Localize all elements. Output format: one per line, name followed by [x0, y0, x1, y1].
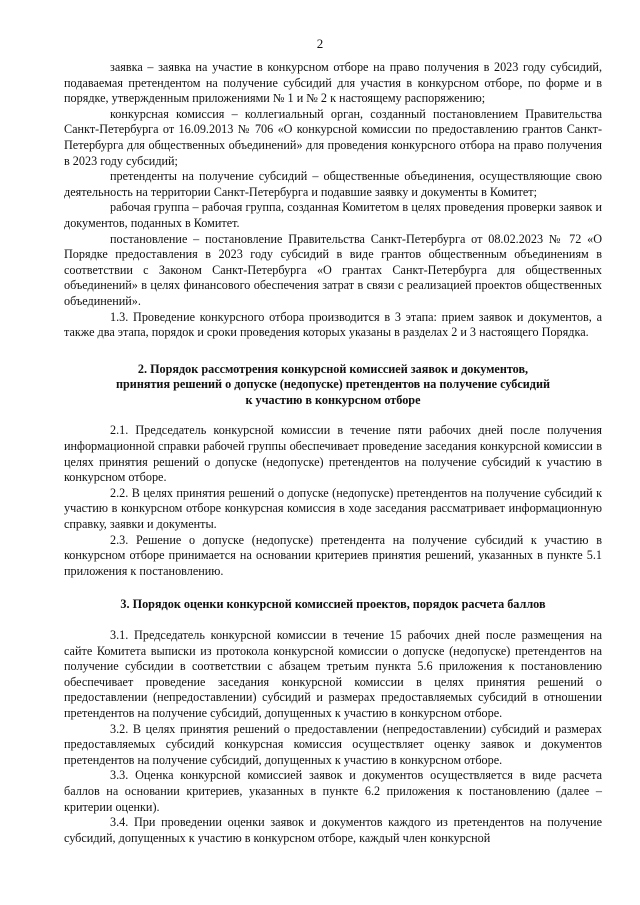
section-2-heading-line-1: 2. Порядок рассмотрения конкурсной комиссией заявок и документов,	[137, 361, 529, 376]
definition-resolution: постановление – постановление Правительства Санкт-Петербурга от 08.02.2023 № 72 «О Порядке предоставления в 2023 году субсидий в виде грантов общественным объединениям в соответствии с Законом Санкт-Петербурга «О грантах Санкт-Петербурга для общественных объединений» в целях финансового обеспечения затрат в связи с реализацией проектов общественных объединений».	[64, 231, 602, 308]
paragraph-3-3: 3.3. Оценка конкурсной комиссией заявок и документов осуществляется в виде расчета баллов на основании критериев, указанных в пункте 6.2 приложения к постановлению (далее – критерии оценки).	[64, 768, 602, 814]
paragraph-1-3: 1.3. Проведение конкурсного отбора производится в 3 этапа: прием заявок и документов, а также два этапа, порядок и сроки проведения которых указаны в разделах 2 и 3 настоящего Порядка.	[64, 309, 602, 340]
paragraph-2-3: 2.3. Решение о допуске (недопуске) претендента на получение субсидий к участию в конкурсном отборе принимается на основании критериев принятия решений, указанных в пункте 5.1 приложения к постановлению.	[64, 532, 602, 578]
paragraph-3-1: 3.1. Председатель конкурсной комиссии в течение 15 рабочих дней после размещения на сайте Комитета выписки из протокола конкурсной комиссии о допуске (недопуске) претендентов на получение субсидии в соответствии с абзацем третьим пункта 5.6 приложения к постановлению обеспечивает проведение заседания конкурсной комиссии в целях принятия решений о предоставлении (непредоставлении) субсидий и размерах предоставляемых субсидий в отношении претендентов на получение субсидий, допущенных к участию в конкурсном отборе.	[64, 628, 602, 720]
section-2-heading	[64, 362, 602, 409]
paragraph-2-1: 2.1. Председатель конкурсной комиссии в течение пяти рабочих дней после получения информационной справки рабочей группы обеспечивает проведение заседания конкурсной комиссии в целях принятия решений о допуске (недопуске) претендентов на получение субсидий к участию в конкурсном отборе.	[64, 423, 602, 485]
paragraph-3-4: 3.4. При проведении оценки заявок и документов каждого из претендентов на получение субсидий, допущенных к участию в конкурсном отборе, каждый член конкурсной	[64, 815, 602, 845]
document-body	[64, 60, 602, 846]
definition-application: заявка – заявка на участие в конкурсном отборе на право получения в 2023 году субсидий, подаваемая претендентом на получение субсидий для участия в конкурсном отборе, по форме и в порядке, утвержденным приложениями № 1 и № 2 к настоящему распоряжению;	[64, 60, 602, 106]
definition-working-group: рабочая группа – рабочая группа, созданная Комитетом в целях проведения проверки заявок и документов, поданных в Комитет.	[64, 200, 602, 230]
definition-commission: конкурсная комиссия – коллегиальный орган, созданный постановлением Правительства Санкт-Петербурга от 16.09.2013 № 706 «О конкурсной комиссии по предоставлению грантов Санкт-Петербурга для общественных объединений» для проведения конкурсного отбора на право получения в 2023 году субсидий;	[64, 106, 602, 168]
section-3-heading: 3. Порядок оценки конкурсной комиссией проектов, порядок расчета баллов	[120, 597, 546, 612]
definition-applicants: претенденты на получение субсидий – общественные объединения, осуществляющие свою деятельность на территории Санкт-Петербурга и подавшие заявку и документы в Комитет;	[64, 169, 602, 199]
section-2-heading-line-2: принятия решений о допуске (недопуске) претендентов на получение субсидий	[116, 377, 550, 392]
paragraph-2-2: 2.2. В целях принятия решений о допуске (недопуске) претендентов на получение субсидий к участию в конкурсном отборе конкурсная комиссия в ходе заседания рассматривает информационную справку, заявки и документы.	[64, 485, 602, 532]
paragraph-3-2: 3.2. В целях принятия решений о предоставлении (непредоставлении) субсидий и размерах предоставляемых субсидий конкурсная комиссия осуществляет оценку заявок и документов претендентов на получение субсидий, допущенных к участию в конкурсном отборе.	[64, 721, 602, 767]
page-number: 2	[316, 36, 324, 51]
section-2-heading-line-3: к участию в конкурсном отборе	[245, 392, 421, 407]
